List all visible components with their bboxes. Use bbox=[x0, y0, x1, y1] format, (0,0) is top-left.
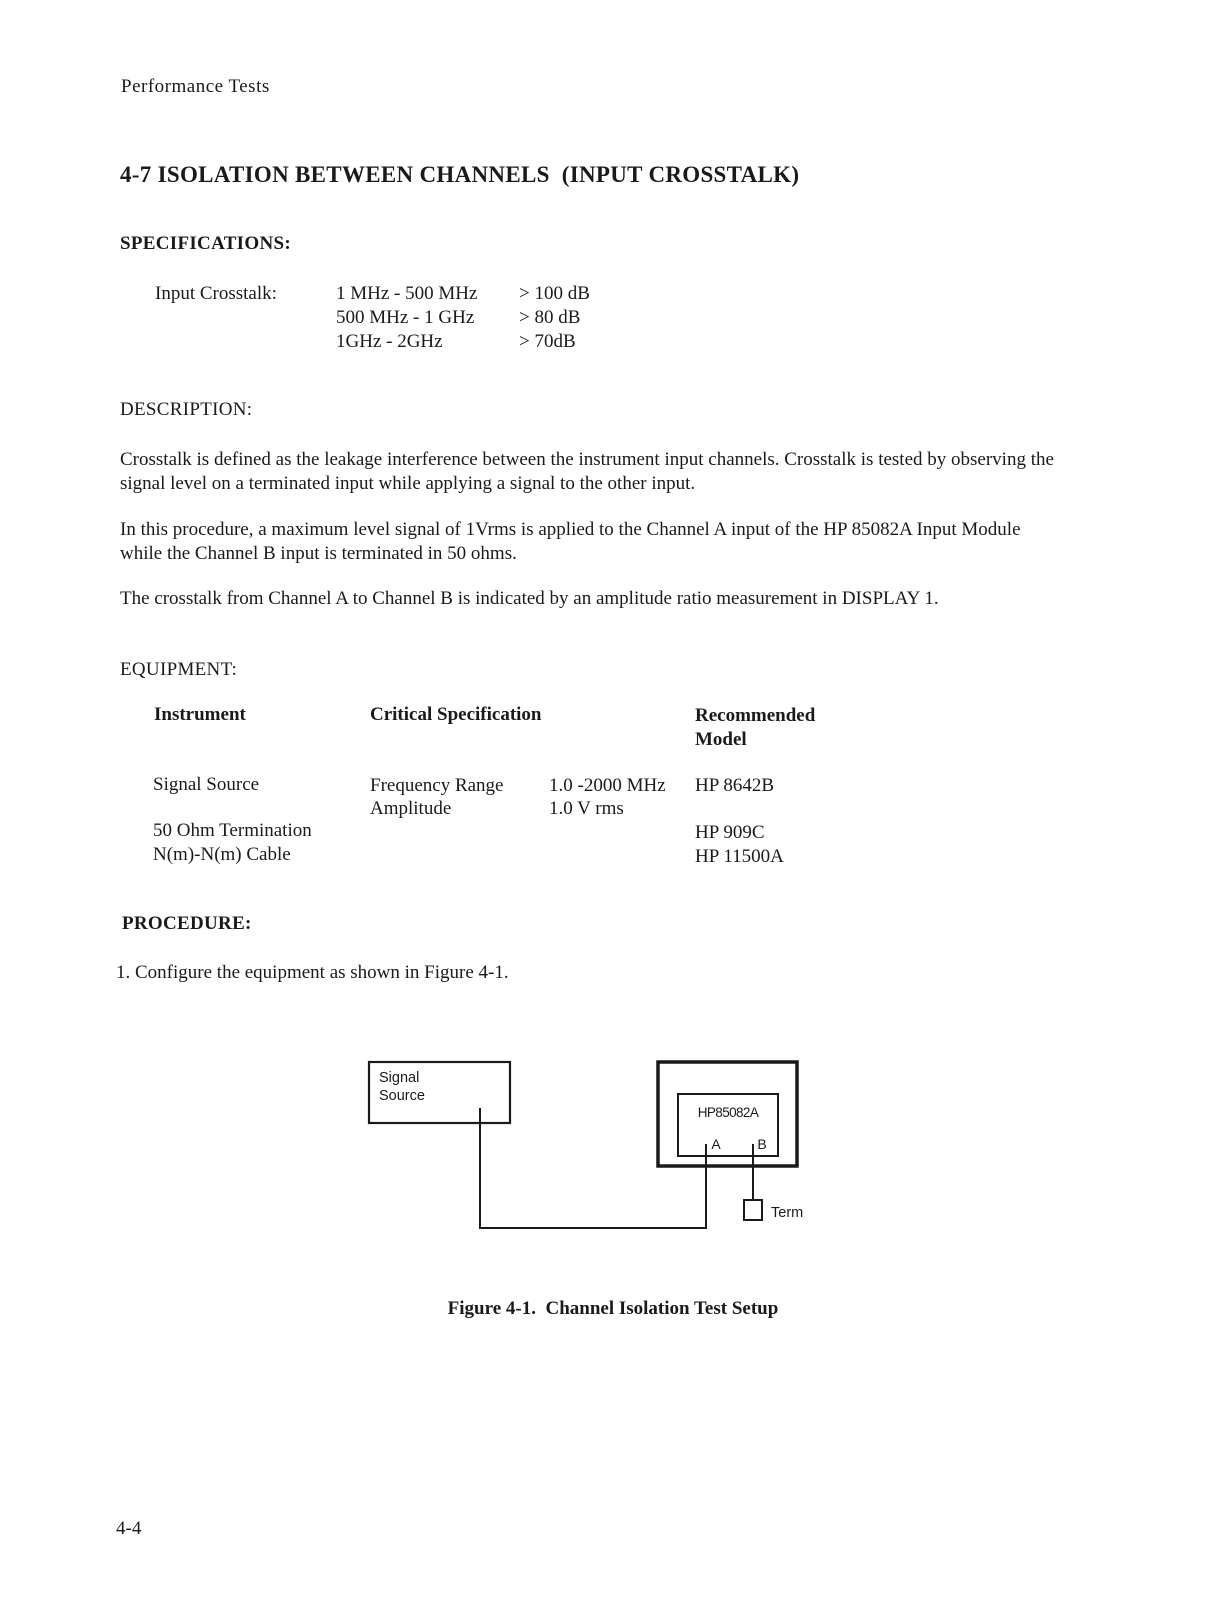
spec-range-2: 500 MHz - 1 GHz bbox=[336, 307, 475, 328]
col-model-line2: Model bbox=[695, 729, 747, 750]
termination-box bbox=[744, 1200, 762, 1220]
description-heading: DESCRIPTION: bbox=[120, 399, 253, 420]
col-critical-spec: Critical Specification bbox=[370, 704, 542, 725]
termination-label: Term bbox=[771, 1205, 804, 1221]
running-head: Performance Tests bbox=[121, 76, 270, 97]
equip-instrument-4: N(m)-N(m) Cable bbox=[153, 844, 291, 865]
input-crosstalk-label: Input Crosstalk: bbox=[155, 283, 277, 304]
figure-caption: Figure 4-1. Channel Isolation Test Setup bbox=[447, 1298, 779, 1319]
equip-spec-value-2: 1.0 V rms bbox=[549, 798, 624, 819]
col-model-line1: Recommended bbox=[695, 705, 816, 726]
specifications-heading: SPECIFICATIONS: bbox=[120, 233, 291, 254]
equip-instrument-3: 50 Ohm Termination bbox=[153, 820, 312, 841]
equip-spec-name-2: Amplitude bbox=[370, 798, 452, 819]
signal-source-label-1: Signal bbox=[379, 1070, 420, 1086]
figure-channel-isolation-setup bbox=[360, 1060, 820, 1260]
description-paragraph-2: In this procedure, a maximum level signal of 1Vrms is applied to the Channel A input of the HP 85082A Input Module while the Channel B input is terminated in 50 ohms. bbox=[120, 519, 1021, 564]
equip-spec-value-1: 1.0 -2000 MHz bbox=[549, 775, 666, 796]
port-b-label: B bbox=[757, 1136, 767, 1152]
procedure-step-1: 1. Configure the equipment as shown in Figure 4-1. bbox=[116, 962, 509, 983]
col-instrument: Instrument bbox=[154, 704, 246, 725]
description-paragraph-1: Crosstalk is defined as the leakage interference between the instrument input channels. Crosstalk is tested by observing the signal level on a terminated input while applying a signal to the other input. bbox=[120, 449, 1054, 494]
description-paragraph-3: The crosstalk from Channel A to Channel B is indicated by an amplitude ratio measurement in DISPLAY 1. bbox=[120, 588, 939, 609]
equip-model-1: HP 8642B bbox=[695, 775, 775, 796]
equip-model-4: HP 11500A bbox=[695, 846, 784, 867]
equip-instrument-1: Signal Source bbox=[153, 774, 260, 795]
spec-value-1: > 100 dB bbox=[519, 283, 590, 304]
spec-value-3: > 70dB bbox=[519, 331, 576, 352]
port-a-label: A bbox=[711, 1136, 721, 1152]
equip-spec-name-1: Frequency Range bbox=[370, 775, 504, 796]
spec-value-2: > 80 dB bbox=[519, 307, 581, 328]
section-title: 4-7 ISOLATION BETWEEN CHANNELS (INPUT CROSSTALK) bbox=[120, 162, 800, 187]
signal-source-label-2: Source bbox=[379, 1088, 425, 1104]
equipment-heading: EQUIPMENT: bbox=[120, 659, 238, 680]
input-module-label: HP85082A bbox=[697, 1105, 759, 1120]
procedure-heading: PROCEDURE: bbox=[122, 913, 252, 934]
cable-source-to-channel-a bbox=[480, 1123, 706, 1228]
spec-range-1: 1 MHz - 500 MHz bbox=[336, 283, 478, 304]
page-number: 4-4 bbox=[116, 1518, 142, 1539]
equip-model-3: HP 909C bbox=[695, 822, 765, 843]
spec-range-3: 1GHz - 2GHz bbox=[336, 331, 443, 352]
